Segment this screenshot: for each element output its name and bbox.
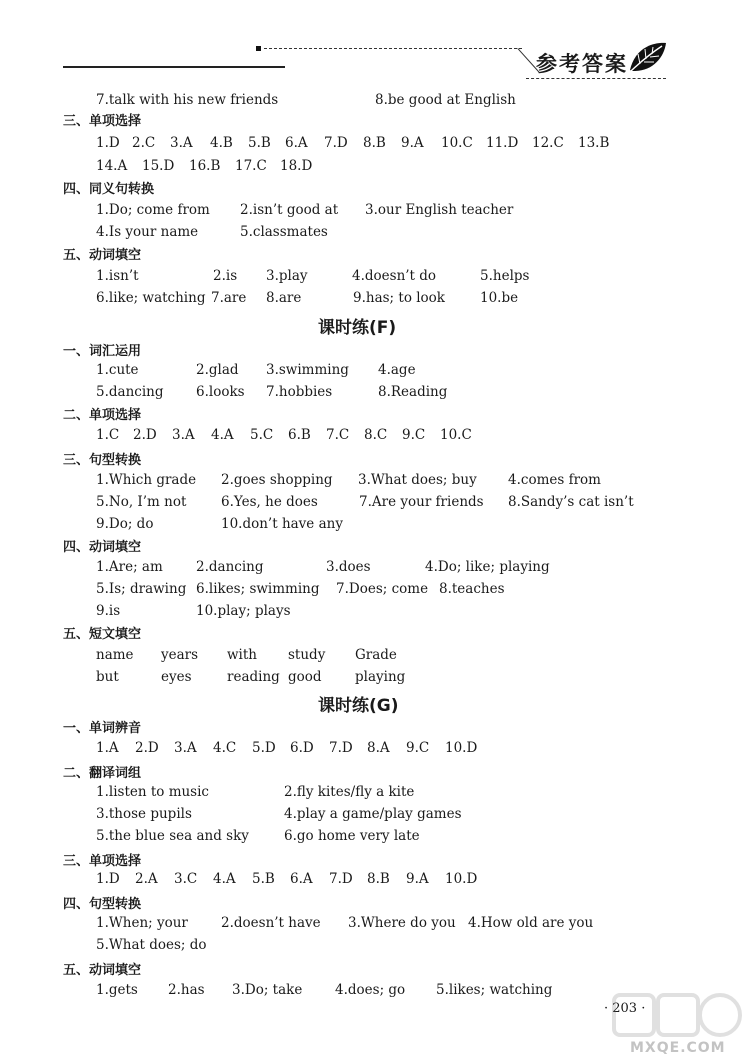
answer-item: 4.How old are you [468, 915, 594, 931]
answer-item: 1.listen to music [96, 784, 209, 800]
answer-item: 7.hobbies [266, 384, 333, 400]
answer-item: 9.C [406, 740, 430, 756]
answer-item: 5.the blue sea and sky [96, 828, 249, 844]
answer-item: 3.What does; buy [358, 472, 477, 488]
answer-item: years [161, 647, 199, 663]
answer-item: 7.Are your friends [359, 494, 484, 510]
answer-item: playing [355, 669, 406, 685]
answer-item: 6.D [290, 740, 314, 756]
answer-item: 2.is [213, 268, 238, 284]
answer-item: 16.B [189, 158, 221, 174]
answer-item: 5.C [250, 427, 274, 443]
answer-item: 5.Is; drawing [96, 581, 187, 597]
answer-item: 2.glad [196, 362, 239, 378]
answer-item: 1.isn’t [96, 268, 139, 284]
answer-item: 1.cute [96, 362, 139, 378]
answer-item: 8.C [364, 427, 388, 443]
header-dot [256, 46, 261, 51]
answer-item: 8.Sandy’s cat isn’t [508, 494, 634, 510]
answer-item: 1.D [96, 871, 120, 887]
answer-item: 5.No, I’m not [96, 494, 187, 510]
answer-item: 7.talk with his new friends [96, 92, 279, 108]
answer-item: 3.does [326, 559, 371, 575]
answer-item: 9.A [401, 135, 424, 151]
answer-item: 13.B [578, 135, 610, 151]
watermark-text: MXQE.COM [630, 1040, 726, 1056]
answer-item: 2.goes shopping [221, 472, 333, 488]
answer-item: 2.D [133, 427, 157, 443]
answer-item: 1.D [96, 135, 120, 151]
answer-item: 3.swimming [266, 362, 349, 378]
answer-item: 3.our English teacher [365, 202, 514, 218]
answer-item: 2.C [132, 135, 156, 151]
answer-item: 6.looks [196, 384, 245, 400]
answer-item: 1.gets [96, 982, 138, 998]
answer-item: 5.helps [480, 268, 530, 284]
lesson-title-g: 课时练(G) [318, 696, 399, 716]
page-number: · 203 · [604, 1001, 646, 1016]
answer-item: 17.C [235, 158, 267, 174]
answer-item: 6.likes; swimming [196, 581, 320, 597]
answer-item: 8.teaches [439, 581, 505, 597]
answer-item: 10.C [440, 427, 472, 443]
answer-item: 1.A [96, 740, 119, 756]
header-dashed-rule [264, 48, 522, 49]
answer-item: 7.D [324, 135, 348, 151]
answer-item: good [288, 669, 322, 685]
answer-item: 6.Yes, he does [221, 494, 318, 510]
answer-item: 9.A [406, 871, 429, 887]
section-heading: 四、动词填空 [63, 540, 142, 555]
section-heading: 三、单项选择 [63, 114, 142, 129]
header-dashed-rule-lower [526, 78, 666, 79]
section-heading: 二、单项选择 [63, 408, 142, 423]
answer-item: 3.Where do you [348, 915, 456, 931]
answer-item: 4.C [213, 740, 237, 756]
lesson-title-f: 课时练(F) [318, 318, 397, 338]
answer-item: 3.A [172, 427, 195, 443]
answer-item: 5.dancing [96, 384, 164, 400]
answer-item: 5.classmates [240, 224, 328, 240]
answer-item: 6.like; watching [96, 290, 206, 306]
answer-item: 10.D [445, 871, 478, 887]
answer-item: 3.Do; take [232, 982, 303, 998]
answer-item: name [96, 647, 134, 663]
answer-item: 5.What does; do [96, 937, 207, 953]
section-heading: 三、单项选择 [63, 854, 142, 869]
answer-item: 4.A [213, 871, 236, 887]
answer-item: 9.has; to look [353, 290, 445, 306]
answer-item: 1.Are; am [96, 559, 163, 575]
answer-item: 5.D [252, 740, 276, 756]
answer-item: 3.play [266, 268, 308, 284]
section-heading: 四、句型转换 [63, 897, 142, 912]
answer-item: 7.Does; come [336, 581, 429, 597]
answer-item: 7.D [329, 740, 353, 756]
answer-item: 4.comes from [508, 472, 601, 488]
answer-item: 2.isn’t good at [240, 202, 339, 218]
answer-item: 15.D [142, 158, 175, 174]
answer-item: 8.Reading [378, 384, 448, 400]
answer-item: 9.Do; do [96, 516, 154, 532]
section-heading: 五、动词填空 [63, 963, 142, 978]
answer-item: 3.A [174, 740, 197, 756]
answer-item: 9.is [96, 603, 121, 619]
answer-item: 4.play a game/play games [284, 806, 462, 822]
answer-item: 3.A [170, 135, 193, 151]
answer-item: 9.C [402, 427, 426, 443]
answer-item: 7.are [211, 290, 247, 306]
answer-item: 4.doesn’t do [352, 268, 437, 284]
header-rule [63, 66, 285, 68]
answer-item: 4.A [211, 427, 234, 443]
answer-item: 8.B [367, 871, 390, 887]
answer-item: 1.C [96, 427, 120, 443]
answer-item: 2.D [135, 740, 159, 756]
answer-item: 1.Which grade [96, 472, 197, 488]
answer-item: 2.dancing [196, 559, 264, 575]
answer-item: 10.be [480, 290, 519, 306]
answer-item: Grade [355, 647, 397, 663]
answer-item: 4.age [378, 362, 416, 378]
answer-item: 10.C [441, 135, 473, 151]
section-heading: 五、短文填空 [63, 627, 142, 642]
answer-item: 14.A [96, 158, 128, 174]
answer-item: 4.Do; like; playing [425, 559, 550, 575]
answer-item: 10.don’t have any [221, 516, 343, 532]
answer-item: 2.A [135, 871, 158, 887]
leaf-icon [626, 40, 668, 76]
section-heading: 二、翻译词组 [63, 766, 142, 781]
answer-item: eyes [161, 669, 192, 685]
answer-item: 2.has [168, 982, 205, 998]
answer-item: 5.likes; watching [436, 982, 553, 998]
answer-item: 2.fly kites/fly a kite [284, 784, 415, 800]
answer-item: study [288, 647, 326, 663]
answer-item: but [96, 669, 119, 685]
section-heading: 一、词汇运用 [63, 344, 142, 359]
answer-item: 6.B [288, 427, 311, 443]
answer-item: 8.B [363, 135, 386, 151]
answer-item: 6.A [285, 135, 308, 151]
answer-item: 10.D [445, 740, 478, 756]
header-title: 参考答案 [536, 52, 628, 76]
answer-item: 5.B [248, 135, 271, 151]
section-heading: 四、同义句转换 [63, 182, 155, 197]
section-heading: 三、句型转换 [63, 453, 142, 468]
answer-item: 11.D [486, 135, 519, 151]
answer-item: 18.D [280, 158, 313, 174]
answer-item: 1.When; your [96, 915, 188, 931]
answer-item: reading [227, 669, 280, 685]
answer-item: 7.C [326, 427, 350, 443]
answer-item: 8.are [266, 290, 302, 306]
answer-item: 4.Is your name [96, 224, 199, 240]
answer-item: 12.C [532, 135, 564, 151]
section-heading: 五、动词填空 [63, 248, 142, 263]
answer-item: 8.A [367, 740, 390, 756]
answer-item: 3.C [174, 871, 198, 887]
section-heading: 一、单词辨音 [63, 721, 142, 736]
answer-item: 5.B [252, 871, 275, 887]
answer-item: 4.B [210, 135, 233, 151]
answer-item: 4.does; go [335, 982, 406, 998]
answer-item: 8.be good at English [375, 92, 516, 108]
answer-item: 7.D [329, 871, 353, 887]
answer-item: 3.those pupils [96, 806, 192, 822]
answer-item: 2.doesn’t have [221, 915, 321, 931]
answer-item: 1.Do; come from [96, 202, 210, 218]
answer-item: 6.go home very late [284, 828, 420, 844]
answer-item: 10.play; plays [196, 603, 291, 619]
answer-item: 6.A [290, 871, 313, 887]
answer-item: with [227, 647, 257, 663]
